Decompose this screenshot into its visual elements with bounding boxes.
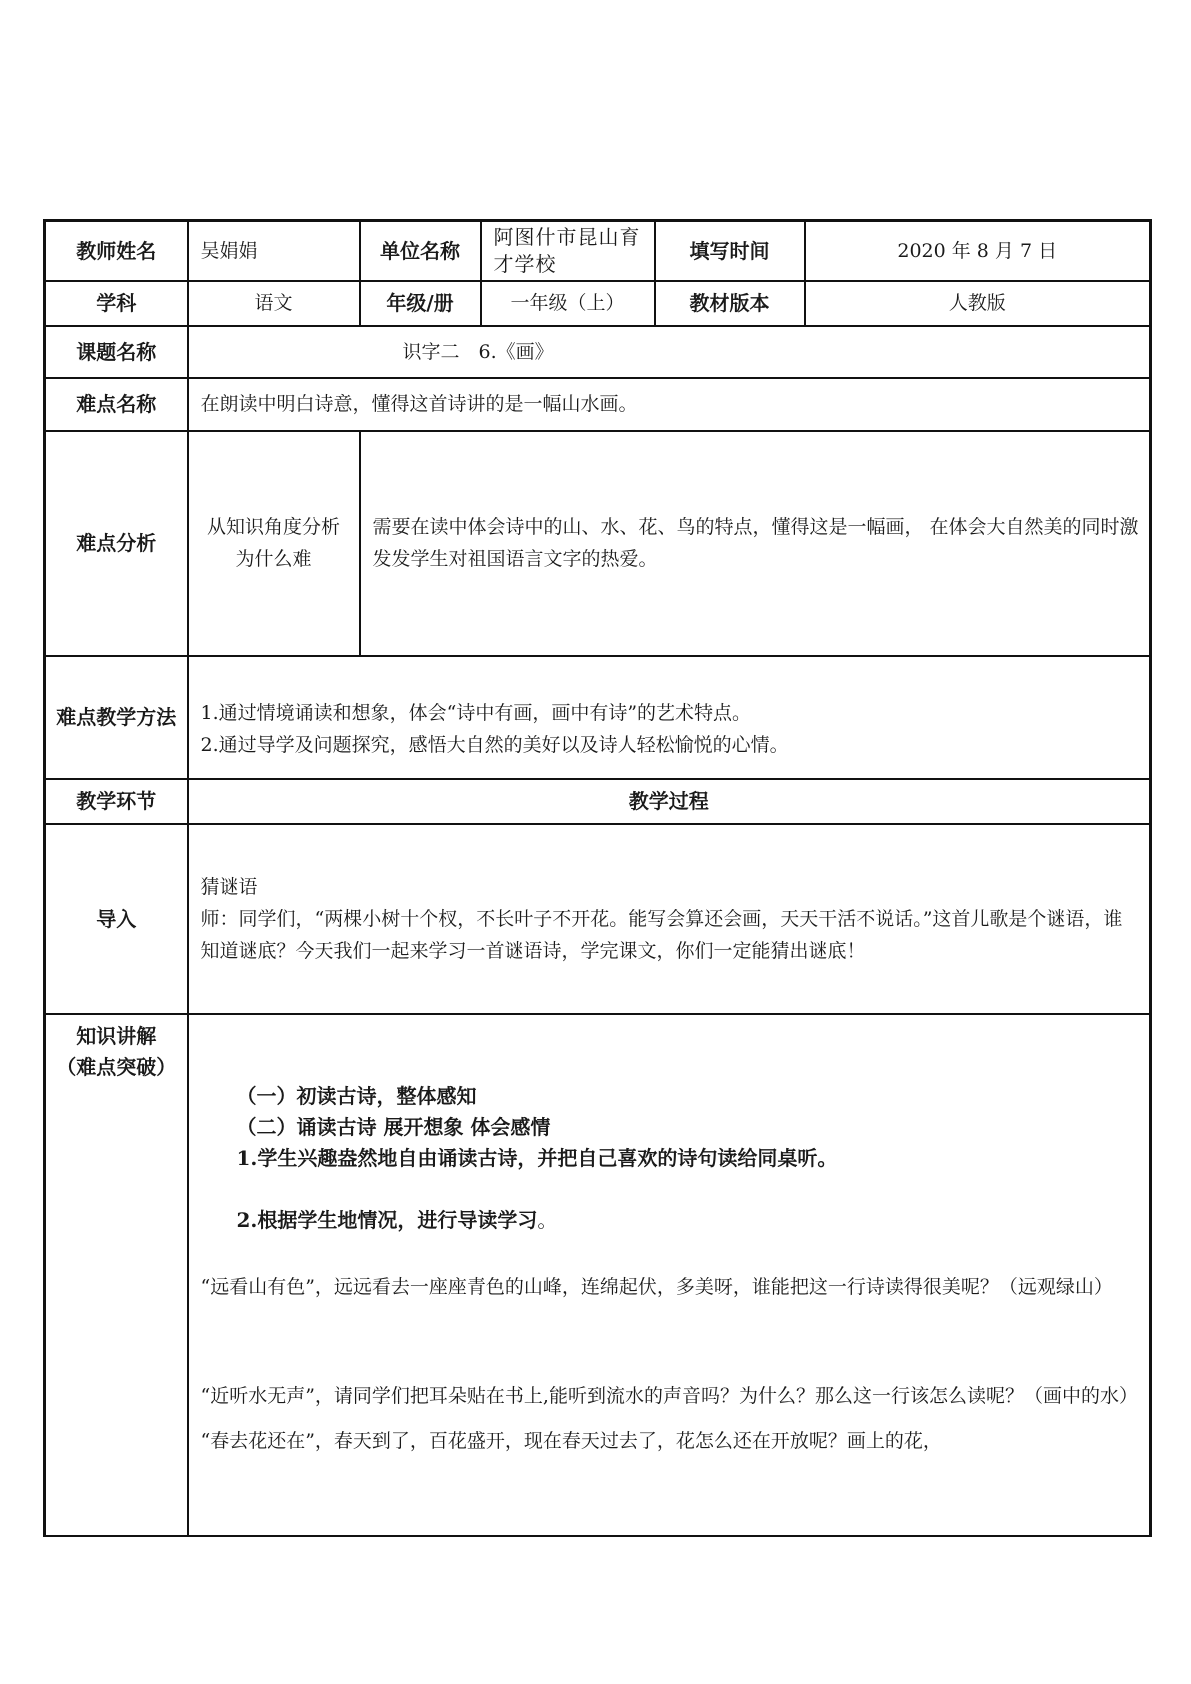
- unit-label: 单位名称: [360, 221, 481, 281]
- method-row: [45, 656, 1151, 779]
- subject-value: 语文: [188, 281, 360, 326]
- intro-cell: [188, 824, 1151, 1014]
- date-value: 2020 年 8 月 7 日: [805, 221, 1151, 281]
- subject-label: 学科: [45, 281, 188, 326]
- knowledge-label-cell: [45, 1014, 188, 1536]
- process-header-row: [45, 779, 1151, 824]
- paragraph-water: “近听水无声”，请同学们把耳朵贴在书上,能听到流水的声音吗？为什么？那么这一行该怎么读呢？（画中的水）: [200, 1384, 1138, 1407]
- difficulty-value: 在朗读中明白诗意，懂得这首诗讲的是一幅山水画。: [188, 378, 1151, 431]
- step-1-text: 1.学生兴趣盎然地自由诵读古诗，并把自己喜欢的诗句读给同桌听。: [236, 1145, 838, 1170]
- difficulty-row: [45, 378, 1151, 431]
- difficulty-label: 难点名称: [45, 378, 188, 431]
- knowledge-label-line-2: （难点突破）: [56, 1054, 177, 1079]
- knowledge-cell: [188, 1014, 1151, 1536]
- header-row-1: [45, 221, 1151, 281]
- grade-label: 年级/册: [360, 281, 481, 326]
- analysis-row: [45, 431, 1151, 656]
- intro-label: 导入: [45, 824, 188, 1014]
- intro-row: [45, 824, 1151, 1014]
- date-label: 填写时间: [655, 221, 805, 281]
- edition-value: 人教版: [805, 281, 1151, 326]
- intro-line-2: 师：同学们，“两棵小树十个杈，不长叶子不开花。能写会算还会画，天天干活不说话。”这首儿歌是个谜语，谁知道谜底？今天我们一起来学习一首谜语诗，学完课文，你们一定能猜出谜底！: [200, 907, 1123, 962]
- section-2-title: （二）诵读古诗 展开想象 体会感情: [236, 1114, 551, 1139]
- topic-label: 课题名称: [45, 326, 188, 378]
- topic-value: 识字二 6.《画》: [188, 326, 1151, 378]
- knowledge-label-line-1: 知识讲解: [76, 1023, 157, 1048]
- grade-value: 一年级（上）: [481, 281, 655, 326]
- intro-line-1: 猜谜语: [200, 875, 258, 898]
- teacher-value: 吴娟娟: [188, 221, 360, 281]
- paragraph-mountain: “远看山有色”，远远看去一座座青色的山峰，连绵起伏，多美呀，谁能把这一行诗读得很美呢？（远观绿山）: [200, 1275, 1113, 1298]
- step-2-line: [201, 1205, 1138, 1236]
- topic-row: [45, 326, 1151, 378]
- edition-label: 教材版本: [655, 281, 805, 326]
- section-1-title: （一）初读古诗，整体感知: [236, 1083, 477, 1108]
- method-line-1: 1.通过情境诵读和想象，体会“诗中有画，画中有诗”的艺术特点。: [200, 701, 752, 724]
- method-cell: [188, 656, 1151, 779]
- method-line-2: 2.通过导学及问题探究，感悟大自然的美好以及诗人轻松愉悦的心情。: [200, 733, 789, 756]
- lesson-plan-table: [43, 219, 1152, 1537]
- unit-value: 阿图什市昆山育才学校: [481, 221, 655, 281]
- step-column-header: 教学环节: [45, 779, 188, 824]
- knowledge-row: [45, 1014, 1151, 1536]
- step-2-text: 2.根据学生地情况，进行导读学习: [236, 1207, 538, 1232]
- analysis-value: 需要在读中体会诗中的山、水、花、鸟的特点，懂得这是一幅画， 在体会大自然美的同时激发发学生对祖国语言文字的热爱。: [360, 431, 1151, 656]
- header-row-2: [45, 281, 1151, 326]
- lesson-plan-sheet: [43, 219, 1149, 1536]
- method-label: 难点教学方法: [45, 656, 188, 779]
- process-column-header: 教学过程: [188, 779, 1151, 824]
- paragraph-flower: “春去花还在”，春天到了，百花盛开，现在春天过去了，花怎么还在开放呢？画上的花，: [200, 1429, 942, 1452]
- teacher-label: 教师姓名: [45, 221, 188, 281]
- step-2-tail: 。: [537, 1207, 558, 1232]
- analysis-sub-label: 从知识角度分析为什么难: [188, 431, 360, 656]
- analysis-label: 难点分析: [45, 431, 188, 656]
